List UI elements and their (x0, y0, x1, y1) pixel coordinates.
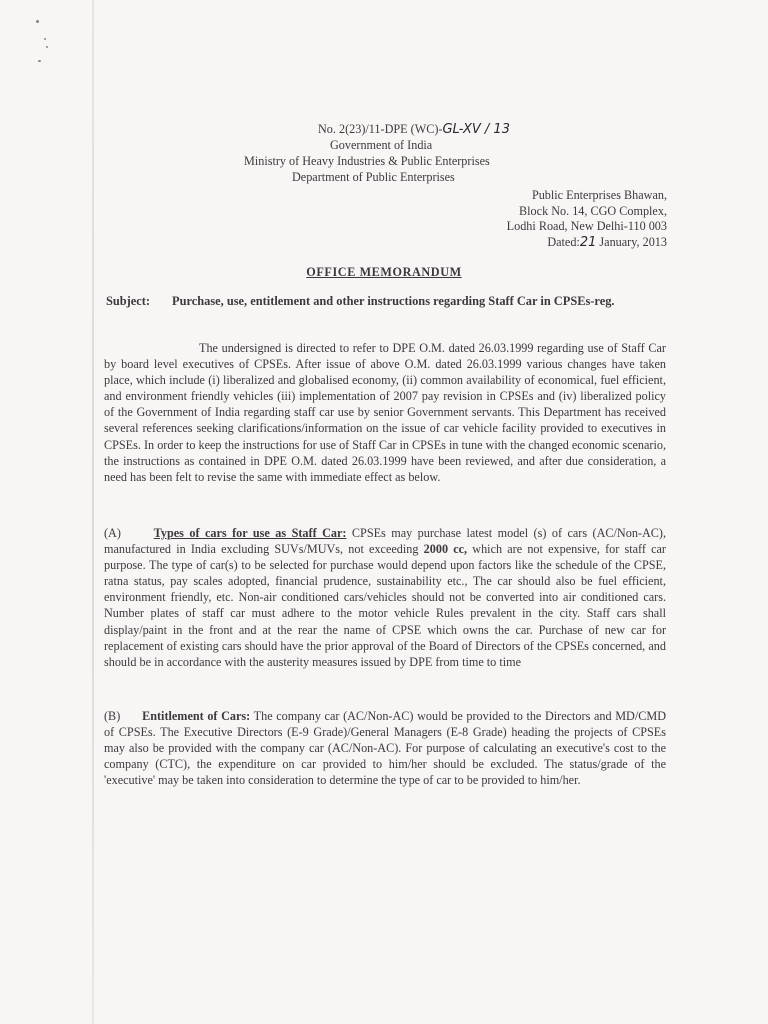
scan-speck (44, 38, 46, 40)
section-a-text-part1: CPSEs may purchase latest model (s) of cars (AC/Non-AC), manufactured in India excluding SUVs/MUVs, not exceeding (104, 526, 667, 557)
file-number-handwritten: GL-XV / 13 (442, 122, 510, 137)
section-a-engine-limit: 2000 cc, (423, 542, 468, 557)
section-b-paragraph (104, 708, 666, 788)
ministry-name: Ministry of Heavy Industries & Public Enterprises (244, 154, 490, 168)
dated-day-handwritten: 21 (579, 234, 597, 250)
section-a-paragraph (104, 525, 666, 670)
section-a-heading: Types of cars for use as Staff Car: (153, 526, 347, 540)
scan-speck (38, 60, 41, 62)
section-b-text: The company car (AC/Non-AC) would be provided to the Directors and MD/CMD of CPSEs. The Executive Directors (E-9 Grade)/General Managers (E-8 Grade) heading the projects of CPSEs may also be provided with the company car (AC/Non-AC). For purpose of calculating an executive's cost to the company (CTC), the expenditure on car provided to him/her should be excluded. The status/grade of the 'executive' may be taken into consideration to determine the type of car to be provided to him/her. (104, 709, 666, 788)
subject-text: Purchase, use, entitlement and other instructions regarding Staff Car in CPSEs-reg. (172, 294, 615, 308)
section-a-text-part2: which are not expensive, for staff car purpose. The type of car(s) to be selected for purchase would depend upon factors like the schedule of the CPSE, ratna status, pay scales adopted, financial prudence, sustainability etc., The car should also be fuel efficient, environment friendly, etc. Non-air conditioned cars/vehicles should not be converted into air conditioned cars. Number plates of staff car must adhere to the motor vehicle Rules prevalent in the city. Staff cars shall display/paint in the front and at the rear the name of CPSE which owns the car. Purchase of new car for replacement of existing cars should have the prior approval of the Board of Directors of the CPSEs concerned, and should be in accordance with the austerity measures issued by DPE from time to time (104, 542, 666, 669)
department-name: Department of Public Enterprises (292, 170, 455, 184)
subject-block (106, 294, 668, 310)
address-line: Lodhi Road, New Delhi-110 003 (506, 219, 667, 234)
address-line: Block No. 14, CGO Complex, (519, 203, 667, 218)
file-number-printed: No. 2(23)/11-DPE (WC)- (318, 122, 443, 136)
scan-speck (46, 46, 48, 48)
subject-label: Subject: (106, 294, 151, 308)
section-b-heading: Entitlement of Cars: (142, 709, 251, 723)
address-line: Public Enterprises Bhawan, (531, 188, 667, 202)
government-name: Government of India (330, 138, 433, 152)
scan-speck (36, 20, 39, 23)
file-number (318, 122, 510, 137)
office-address (507, 188, 667, 250)
section-a-marker: (A) (104, 526, 121, 540)
date-line (507, 235, 667, 251)
memo-title: OFFICE MEMORANDUM (306, 265, 462, 279)
dated-label: Dated: (547, 234, 580, 249)
section-b-marker: (B) (104, 709, 121, 723)
page-fold-line (92, 0, 94, 1024)
intro-paragraph: The undersigned is directed to refer to DPE O.M. dated 26.03.1999 regarding use of Staff Car by board level executives of CPSEs. After issue of above O.M. dated 26.03.1999 various changes have taken place, which include (i) liberalized and globalised economy, (ii) common availability of economical, fuel efficient, and environment friendly vehicles (iii) implementation of 2007 pay revision in CPSEs and (iv) liberalized policy of the Government of India regarding staff car use by senior Government servants. This Department has received several references seeking clarifications/information on the issue of car vehicle facility provided to executives in CPSEs. In order to keep the instructions for use of Staff Car in CPSEs in tune with the changed economic scenario, the instructions as contained in DPE O.M. dated 26.03.1999 have been reviewed, and after due consideration, a need has been felt to revise the same with immediate effect as below. (104, 341, 666, 484)
dated-month-year: January, 2013 (599, 234, 667, 249)
